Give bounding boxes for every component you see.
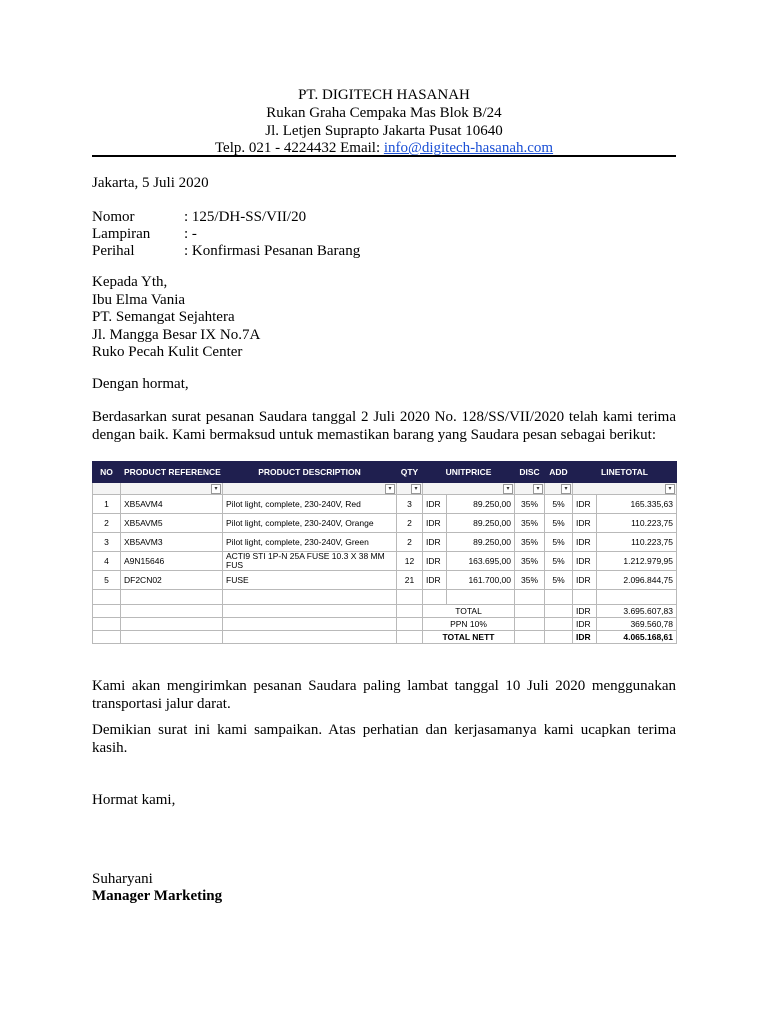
signer-name: Suharyani: [92, 871, 153, 887]
filter-dropdown-icon[interactable]: ▾: [503, 484, 513, 494]
meta-key: Nomor: [92, 209, 135, 225]
order-table: [92, 461, 676, 644]
cell-currency: IDR: [573, 552, 597, 571]
summary-label: TOTAL NETT: [423, 631, 515, 644]
cell-desc: FUSE: [223, 571, 397, 590]
cell-ref: DF2CN02: [121, 571, 223, 590]
cell-unitprice: 89.250,00: [447, 495, 515, 514]
cell-ref: XB5AVM3: [121, 533, 223, 552]
cell-linetotal: 165.335,63: [597, 495, 677, 514]
header-divider: [92, 155, 676, 157]
col-header: DISC: [515, 462, 545, 483]
cell-linetotal: 110.223,75: [597, 514, 677, 533]
table-row: [93, 552, 677, 571]
summary-row: [93, 605, 677, 618]
cell-qty: 21: [397, 571, 423, 590]
cell-no: 5: [93, 571, 121, 590]
cell-disc: 35%: [515, 552, 545, 571]
meta-row: [92, 226, 360, 243]
cell-currency: IDR: [423, 552, 447, 571]
cell-unitprice: 89.250,00: [447, 514, 515, 533]
cell-linetotal: 2.096.844,75: [597, 571, 677, 590]
meta-row: [92, 243, 360, 260]
summary-currency: IDR: [573, 605, 597, 618]
table-row: [93, 533, 677, 552]
table-row: [93, 495, 677, 514]
summary-label: PPN 10%: [423, 618, 515, 631]
contact-text: Telp. 021 - 4224432 Email:: [214, 140, 384, 156]
cell-qty: 12: [397, 552, 423, 571]
cell-ref: XB5AVM5: [121, 514, 223, 533]
recipient-line: Jl. Mangga Besar IX No.7A: [92, 326, 261, 343]
signer-title: Manager Marketing: [92, 888, 223, 904]
cell-unitprice: 89.250,00: [447, 533, 515, 552]
recipient-line: PT. Semangat Sejahtera: [92, 309, 235, 325]
summary-label: TOTAL: [423, 605, 515, 618]
col-header: ADD: [545, 462, 573, 483]
cell-no: 4: [93, 552, 121, 571]
cell-linetotal: 110.223,75: [597, 533, 677, 552]
cell-desc: Pilot light, complete, 230-240V, Orange: [223, 514, 397, 533]
summary-value: 4.065.168,61: [597, 631, 677, 644]
cell-no: 1: [93, 495, 121, 514]
cell-no: 2: [93, 514, 121, 533]
cell-desc: ACTI9 STI 1P-N 25A FUSE 10.3 X 38 MM FUS: [223, 552, 397, 571]
cell-add: 5%: [545, 552, 573, 571]
cell-qty: 2: [397, 533, 423, 552]
recipient-line: Ruko Pecah Kulit Center: [92, 344, 243, 360]
company-address-2: Jl. Letjen Suprapto Jakarta Pusat 10640: [265, 123, 503, 139]
col-header: NO: [93, 462, 121, 483]
meta-key: Perihal: [92, 243, 135, 259]
cell-linetotal: 1.212.979,95: [597, 552, 677, 571]
filter-row: [93, 483, 677, 495]
col-header: PRODUCT REFERENCE: [121, 462, 223, 483]
summary-currency: IDR: [573, 631, 597, 644]
cell-add: 5%: [545, 533, 573, 552]
meta-row: [92, 209, 360, 226]
blank-row: [93, 590, 677, 605]
cell-disc: 35%: [515, 533, 545, 552]
letter-meta: [92, 209, 360, 260]
intro-paragraph: Berdasarkan surat pesanan Saudara tanggal 2 Juli 2020 No. 128/SS/VII/2020 telah kami terima dengan baik. Kami bermaksud untuk memastikan barang yang Saudara pesan sebagai berikut:: [92, 409, 676, 443]
col-header: QTY: [397, 462, 423, 483]
cell-currency: IDR: [423, 533, 447, 552]
cell-no: 3: [93, 533, 121, 552]
company-name: PT. DIGITECH HASANAH: [298, 87, 470, 103]
col-header: PRODUCT DESCRIPTION: [223, 462, 397, 483]
filter-dropdown-icon[interactable]: ▾: [211, 484, 221, 494]
cell-qty: 3: [397, 495, 423, 514]
company-address-1: Rukan Graha Cempaka Mas Blok B/24: [266, 105, 502, 121]
recipient-block: [92, 274, 260, 362]
cell-currency: IDR: [573, 514, 597, 533]
closing-paragraph: Demikian surat ini kami sampaikan. Atas perhatian dan kerjasamanya kami ucapkan terima kasih.: [92, 722, 676, 756]
filter-dropdown-icon[interactable]: ▾: [533, 484, 543, 494]
cell-currency: IDR: [573, 495, 597, 514]
date-line: Jakarta, 5 Juli 2020: [92, 175, 209, 191]
filter-dropdown-icon[interactable]: ▾: [561, 484, 571, 494]
cell-unitprice: 163.695,00: [447, 552, 515, 571]
cell-qty: 2: [397, 514, 423, 533]
cell-add: 5%: [545, 514, 573, 533]
recipient-line: Ibu Elma Vania: [92, 291, 186, 308]
cell-currency: IDR: [423, 495, 447, 514]
cell-add: 5%: [545, 495, 573, 514]
cell-unitprice: 161.700,00: [447, 571, 515, 590]
cell-disc: 35%: [515, 495, 545, 514]
cell-desc: Pilot light, complete, 230-240V, Red: [223, 495, 397, 514]
greeting: Dengan hormat,: [92, 376, 189, 392]
summary-currency: IDR: [573, 618, 597, 631]
recipient-line: Kepada Yth,: [92, 274, 168, 290]
filter-dropdown-icon[interactable]: ▾: [385, 484, 395, 494]
filter-dropdown-icon[interactable]: ▾: [411, 484, 421, 494]
cell-disc: 35%: [515, 571, 545, 590]
col-header: UNITPRICE: [423, 462, 515, 483]
table-row: [93, 514, 677, 533]
email-link[interactable]: info@digitech-hasanah.com: [383, 140, 554, 156]
meta-value: : 125/DH-SS/VII/20: [184, 209, 307, 225]
regards: Hormat kami,: [92, 792, 176, 808]
meta-value: : Konfirmasi Pesanan Barang: [184, 243, 361, 259]
cell-ref: XB5AVM4: [121, 495, 223, 514]
meta-key: Lampiran: [92, 226, 151, 242]
summary-row: [93, 631, 677, 644]
cell-desc: Pilot light, complete, 230-240V, Green: [223, 533, 397, 552]
summary-row: [93, 618, 677, 631]
cell-currency: IDR: [423, 571, 447, 590]
col-header: LINETOTAL: [573, 462, 677, 483]
cell-currency: IDR: [573, 571, 597, 590]
summary-value: 369.560,78: [597, 618, 677, 631]
filter-dropdown-icon[interactable]: ▾: [665, 484, 675, 494]
table-header-row: [93, 462, 677, 483]
cell-disc: 35%: [515, 514, 545, 533]
cell-add: 5%: [545, 571, 573, 590]
meta-value: : -: [184, 226, 197, 242]
cell-currency: IDR: [423, 514, 447, 533]
table-row: [93, 571, 677, 590]
cell-ref: A9N15646: [121, 552, 223, 571]
cell-currency: IDR: [573, 533, 597, 552]
summary-value: 3.695.607,83: [597, 605, 677, 618]
delivery-paragraph: Kami akan mengirimkan pesanan Saudara paling lambat tanggal 10 Juli 2020 menggunakan transportasi jalur darat.: [92, 678, 676, 712]
